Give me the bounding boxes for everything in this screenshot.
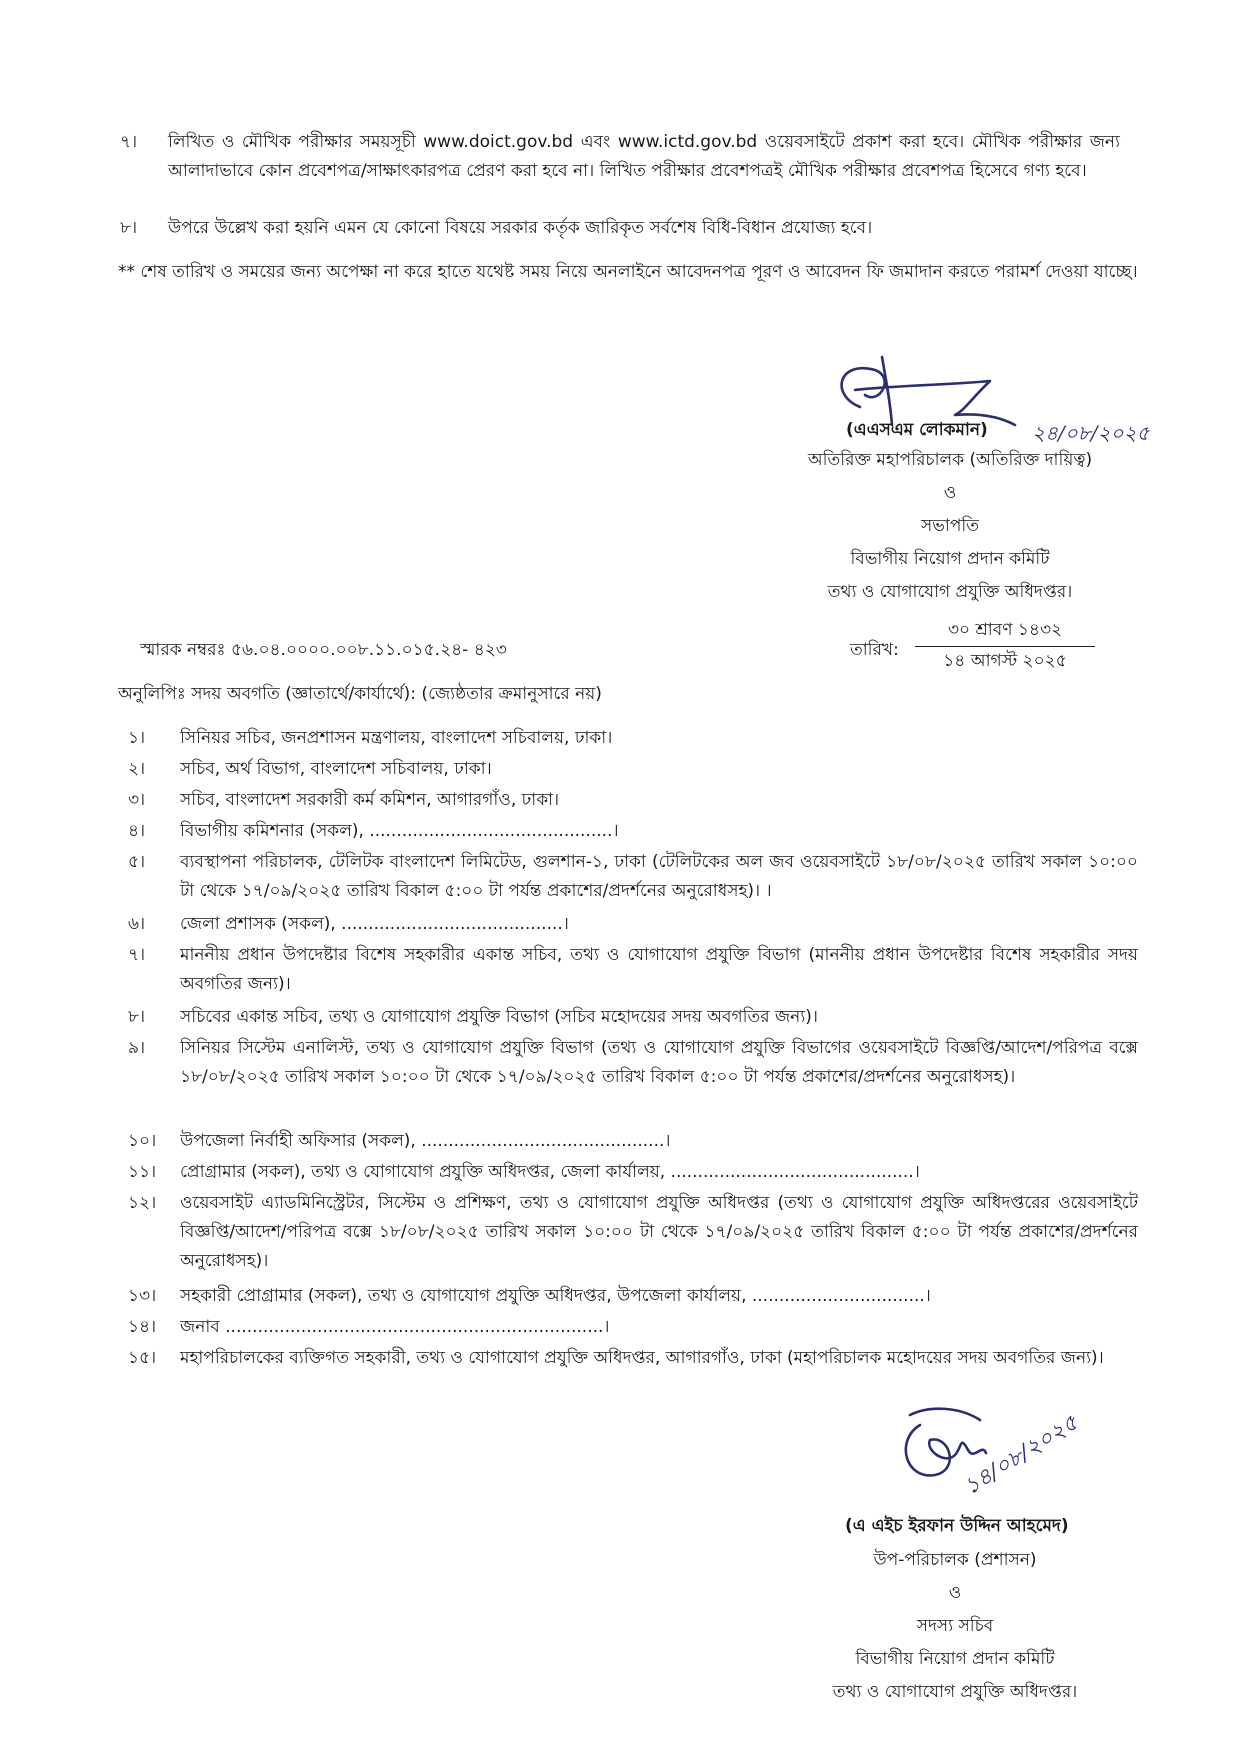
memo-label: স্মারক নম্বরঃ	[140, 640, 226, 660]
item-number: ১০।	[128, 1131, 157, 1151]
signature-2-date	[960, 1400, 1150, 1510]
item-number: ১৫।	[128, 1348, 157, 1368]
item-text: সচিব, অর্থ বিভাগ, বাংলাদেশ সচিবালয়, ঢাকা।	[180, 759, 492, 779]
item-number: ৮।	[128, 1007, 146, 1027]
signer-2-role: সদস্য সচিব	[916, 1616, 994, 1636]
item-text: সিনিয়র সচিব, জনপ্রশাসন মন্ত্রণালয়, বাংলাদেশ সচিবালয়, ঢাকা।	[180, 728, 613, 748]
item-text: ওয়েবসাইট এ্যাডমিনিস্ট্রেটর, সিস্টেম ও প্রশিক্ষণ, তথ্য ও যোগাযোগ প্রযুক্তি অধিদপ্তর (তথ্য ও যোগাযোগ প্রযুক্তি অধিদপ্তরের ওয়েবসাইটে বিজ্ঞপ্তি/আদেশ/পরিপত্র বক্সে ১৮/০৮/২০২৫ তারিখ সকাল ১০:০০ টা থেকে ১৭/০৯/২০২৫ তারিখ বিকাল ৫:০০ টা পর্যন্ত প্রকাশের/প্রদর্শনের অনুরোধসহ)।	[180, 1193, 1138, 1271]
item-text: সিনিয়র সিস্টেম এনালিস্ট, তথ্য ও যোগাযোগ প্রযুক্তি বিভাগ (তথ্য ও যোগাযোগ প্রযুক্তি বিভাগের ওয়েবসাইটে বিজ্ঞপ্তি/আদেশ/পরিপত্র বক্সে ১৮/০৮/২০২৫ তারিখ সকাল ১০:০০ টা থেকে ১৭/০৯/২০২৫ তারিখ বিকাল ৫:০০ টা পর্যন্ত প্রকাশের/প্রদর্শনের অনুরোধসহ)।	[180, 1038, 1138, 1087]
memo-date-label: তারিখ:	[850, 640, 899, 660]
item-number: ৮।	[120, 218, 138, 238]
memo-date	[905, 618, 1105, 673]
item-text: লিখিত ও মৌখিক পরীক্ষার সময়সূচী www.doict.gov.bd এবং www.ictd.gov.bd ওয়েবসাইটে প্রকাশ করা হবে। মৌখিক পরীক্ষার জন্য আলাদাভাবে কোন প্রবেশপত্র/সাক্ষাৎকারপত্র প্রেরণ করা হবে না। লিখিত পরীক্ষার প্রবেশপত্রই মৌখিক পরীক্ষার প্রবেশপত্র হিসেবে গণ্য হবে।	[168, 132, 1120, 181]
item-number: ৫।	[128, 852, 146, 872]
item-number: ৭।	[128, 945, 146, 965]
item-number: ১৩।	[128, 1286, 157, 1306]
signer-1-office: তথ্য ও যোগাযোগ প্রযুক্তি অধিদপ্তর।	[827, 582, 1073, 602]
item-number: ১২।	[128, 1193, 157, 1213]
item-text: মাননীয় প্রধান উপদেষ্টার বিশেষ সহকারীর একান্ত সচিব, তথ্য ও যোগাযোগ প্রযুক্তি বিভাগ (মাননীয় প্রধান উপদেষ্টার বিশেষ সহকারীর সদয় অবগতির জন্য)।	[180, 945, 1138, 994]
item-text: মহাপরিচালকের ব্যক্তিগত সহকারী, তথ্য ও যোগাযোগ প্রযুক্তি অধিদপ্তর, আগারগাঁও, ঢাকা (মহাপরিচালক মহোদয়ের সদয় অবগতির জন্য)।	[180, 1348, 1104, 1368]
item-number: ৩।	[128, 790, 146, 810]
signer-1-name: (এএসএম লোকমান)	[846, 420, 988, 440]
item-text: সচিবের একান্ত সচিব, তথ্য ও যোগাযোগ প্রযুক্তি বিভাগ (সচিব মহোদয়ের সদয় অবগতির জন্য)।	[180, 1007, 818, 1027]
signature-date-text: ২৪/০৮/২০২৫	[1032, 421, 1150, 445]
date-bangla: ৩০ শ্রাবণ ১৪৩২	[947, 620, 1063, 640]
signer-2-office: তথ্য ও যোগাযোগ প্রযুক্তি অধিদপ্তর।	[832, 1682, 1078, 1702]
item-text: ব্যবস্থাপনা পরিচালক, টেলিটক বাংলাদেশ লিমিটেড, গুলশান-১, ঢাকা (টেলিটকের অল জব ওয়েবসাইটে ১৮/০৮/২০২৫ তারিখ সকাল ১০:০০ টা থেকে ১৭/০৯/২০২৫ তারিখ বিকাল ৫:০০ টা পর্যন্ত প্রকাশের/প্রদর্শনের অনুরোধসহ)। ।	[180, 852, 1138, 901]
signer-1-conjunction: ও	[943, 483, 957, 503]
date-divider	[915, 646, 1095, 647]
item-number: ৬।	[128, 914, 146, 934]
item-text: উপরে উল্লেখ করা হয়নি এমন যে কোনো বিষয়ে সরকার কর্তৃক জারিকৃত সর্বশেষ বিধি-বিধান প্রযোজ্য হবে।	[168, 218, 873, 238]
item-text: সচিব, বাংলাদেশ সরকারী কর্ম কমিশন, আগারগাঁও, ঢাকা।	[180, 790, 560, 810]
item-number: ৪।	[128, 821, 146, 841]
signer-1-committee: বিভাগীয় নিয়োগ প্রদান কমিটি	[850, 549, 1050, 569]
signer-1-role: সভাপতি	[921, 516, 979, 536]
signer-2-committee: বিভাগীয় নিয়োগ প্রদান কমিটি	[855, 1649, 1055, 1669]
memo-value: ৫৬.০৪.০০০০.০০৮.১১.০১৫.২৪- ৪২৩	[230, 640, 507, 660]
item-text: উপজেলা নির্বাহী অফিসার (সকল), .............................................।	[180, 1131, 671, 1151]
signer-2-name: (এ এইচ ইরফান উদ্দিন আহমেদ)	[845, 1516, 1069, 1536]
signature-date-text: ১৪/০৮/২০২৫	[960, 1410, 1083, 1501]
item-number: ৯।	[128, 1038, 146, 1058]
item-number: ১১।	[128, 1162, 157, 1182]
item-text: জনাব ......................................................................।	[180, 1317, 610, 1337]
advisory-note: ** শেষ তারিখ ও সময়ের জন্য অপেক্ষা না করে হাতে যথেষ্ট সময় নিয়ে অনলাইনে আবেদনপত্র পূরণ ও আবেদন ফি জমাদান করতে পরামর্শ দেওয়া যাচ্ছে।	[118, 262, 1138, 282]
item-number: ৭।	[120, 132, 138, 152]
date-english: ১৪ আগস্ট ২০২৫	[943, 651, 1067, 671]
signer-2-titles	[790, 1546, 1120, 1707]
item-text: প্রোগ্রামার (সকল), তথ্য ও যোগাযোগ প্রযুক্তি অধিদপ্তর, জেলা কার্যালয়, .............................................।	[180, 1162, 920, 1182]
item-text: সহকারী প্রোগ্রামার (সকল), তথ্য ও যোগাযোগ প্রযুক্তি অধিদপ্তর, উপজেলা কার্যালয়, ................................।	[180, 1286, 931, 1306]
item-text: বিভাগীয় কমিশনার (সকল), .............................................।	[180, 821, 619, 841]
item-text: জেলা প্রশাসক (সকল), .........................................।	[180, 914, 569, 934]
item-number: ২।	[128, 759, 146, 779]
signer-1-designation: অতিরিক্ত মহাপরিচালক (অতিরিক্ত দায়িত্ব)	[807, 450, 1093, 470]
item-number: ১৪।	[128, 1317, 157, 1337]
signer-1-titles	[760, 446, 1140, 607]
cc-heading: অনুলিপিঃ সদয় অবগতি (জ্ঞাতার্থে/কার্যার্থে): (জ্যেষ্ঠতার ক্রমানুসারে নয়)	[118, 684, 602, 704]
signer-2-designation: উপ-পরিচালক (প্রশাসন)	[873, 1550, 1037, 1570]
item-number: ১।	[128, 728, 146, 748]
signer-2-conjunction: ও	[948, 1583, 962, 1603]
memo-number	[140, 636, 507, 665]
